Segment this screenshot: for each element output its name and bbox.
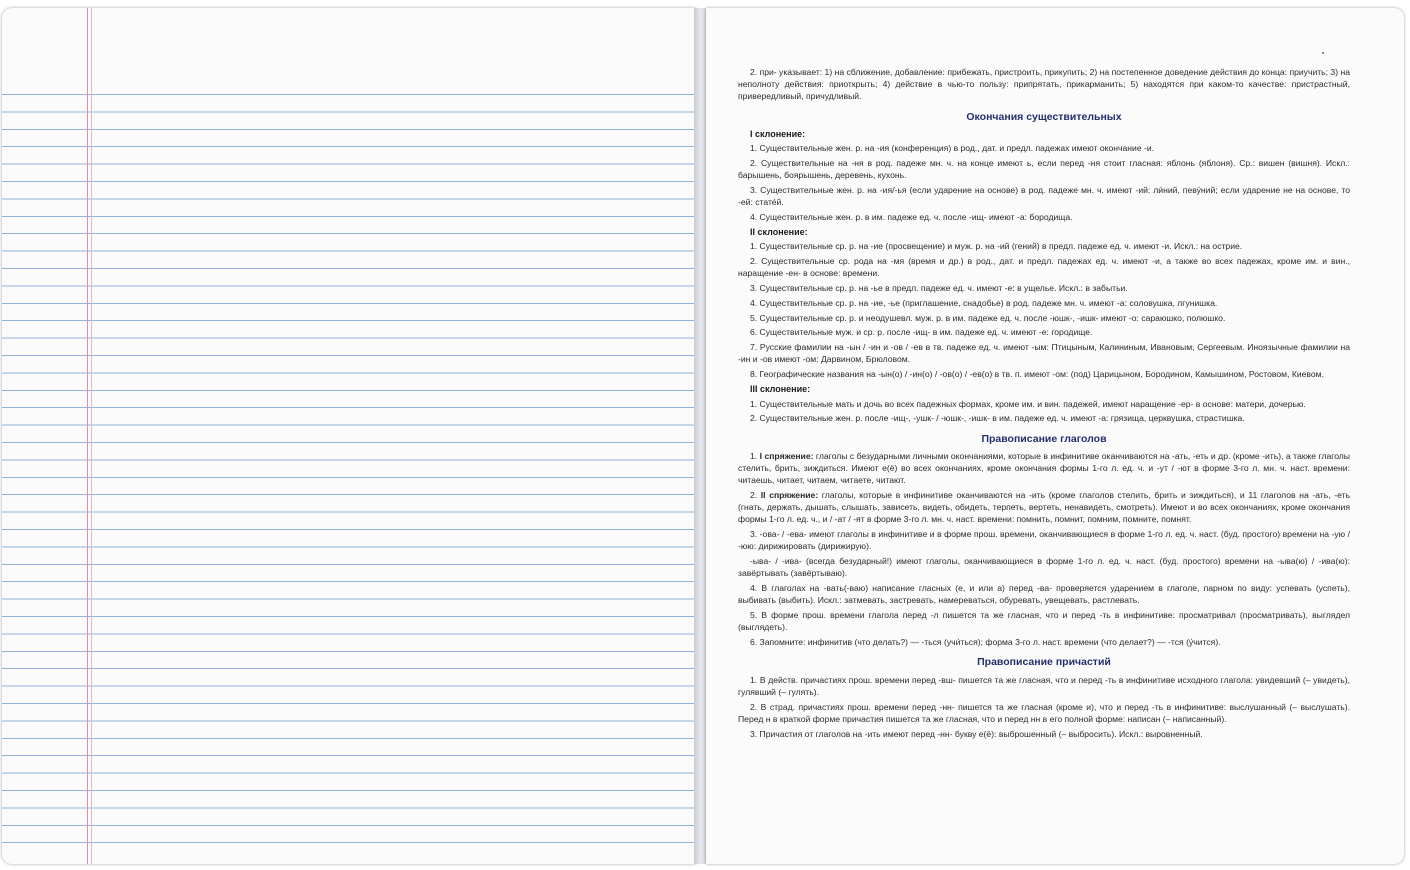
rule-item: 2. Существительные ср. рода на -мя (время и др.) в род., дат. и предл. падежах ед. ч. имеют -и, а также во всех падежах, кроме им. и вин., наращение -ен- в основе: времени. bbox=[738, 256, 1350, 279]
page-dot bbox=[1322, 52, 1324, 54]
conjugation-2-text: глаголы, которые в инфинитиве оканчиваются на -ить (кроме глаголов стелить, брить и зиждиться), и 11 глаголов на -ать, -еть (гнать, держать, дышать, слышать, зависеть, видеть, обидеть, терпеть, вертеть, ненавидеть, смотреть). Имеют и во всех окончаниях, кроме окончания формы 1-го л. ед. ч., и / -ат / -ят в форме 3-го л. мн. ч. наст. времени: помнить, помнит, помним, помните, помнят. bbox=[738, 490, 1350, 525]
notebook-right-page bbox=[706, 8, 1404, 864]
conjugation-1-text: глаголы с безударными личными окончаниями, которые в инфинитиве оканчиваются на -ать, -еть и др. (кроме -ить), а также глаголы стелить, брить, зиждиться. Имеют е(ё) во всех окончаниях, кроме окончания формы 1-го л. ед. ч. и -ут / -ют в форме 3-го л. мн. ч. наст. времени: читаешь, читает, читаем, читаете, читают. bbox=[738, 450, 1350, 486]
rule-item: 2. В страд. причастиях прош. времени перед -нн- пишется та же гласная (кроме и), что и перед -ть в инфинитиве: выслушанный (– выслушать). Перед н в краткой форме причастия пишется та же гласная, что и перед нн в его полной форме: написан (– написанный). bbox=[738, 701, 1350, 724]
declension-1-title: I склонение: bbox=[750, 128, 806, 139]
conjugation-2-label: II спряжение: bbox=[760, 490, 819, 501]
ruled-lines bbox=[2, 78, 696, 858]
rule-item: 7. Русские фамилии на -ын / -ин и -ов / -ев в тв. падеже ед. ч. имеют -ым: Птицыным, Калининым, Ивановым, Сергеевым. Иноязычные фамилии на -ин и -ов имеют -ом: Дарвином, Брюловом. bbox=[738, 342, 1350, 365]
grammar-reference bbox=[738, 66, 1350, 742]
rule-item: 2. Существительные на -ня в род. падеже мн. ч. на конце имеют ь, если перед -ня стоит гласная: яблонь (яблоня). Ср.: вишен (вишня). Искл.: барышень, боярышень, деревень, кухонь. bbox=[738, 157, 1350, 181]
conjugation-2: 2. II спряжение: глаголы, которые в инфинитиве оканчиваются на -ить (кроме глаголов стелить, брить и зиждиться), и 11 глаголов на -ать, -еть (гнать, держать, дышать, слышать, зависеть, видеть, обидеть, терпеть, вертеть, ненавидеть, смотреть). Имеют и во всех окончаниях, кроме окончания формы 1-го л. ед. ч., и / -ат / -ят в форме 3-го л. мн. ч. наст. времени: помнить, помнит, помним, помните, помнят. bbox=[738, 490, 1350, 525]
rule-item: 3. Причастия от глаголов на -ить имеют перед -нн- букву е(ё): выброшенный (– выбросить). Искл.: выровненный. bbox=[750, 728, 1203, 739]
rule-item: 4. Существительные жен. р. в им. падеже ед. ч. после -ищ- имеют -а: бородища. bbox=[750, 211, 1073, 222]
prefix-rule: 2. при- указывает: 1) на сближение, добавление: прибежать, пристроить, прикупить; 2) на постепенное доведение действия до конца: приучить; 3) на неполноту действия: приоткрыть; 4) действие в чью-то пользу: припрятать, прикарманить; 5) находятся при каком-то качестве: пристрастный, привередливый, причудливый. bbox=[738, 67, 1350, 102]
rule-item: 1. Существительные ср. р. на -ие (просвещение) и муж. р. на -ий (гений) в предл. падеже ед. ч. имеют -и. Искл.: на острие. bbox=[750, 241, 1243, 252]
margin-line bbox=[87, 8, 88, 864]
rule-item: 3. -ова- / -ева- имеют глаголы в инфинитиве и в форме прош. времени, оканчивающиеся в форме 1-го л. ед. ч. наст. (буд. простого) времени на -ую / -юю: дирижировать (дирижирую). bbox=[738, 529, 1350, 552]
rule-item: 1. Существительные жен. р. на -ия (конференция) в род., дат. и предл. падежах имеют окончание -и. bbox=[750, 143, 1155, 154]
participles-heading: Правописание причастий bbox=[977, 656, 1111, 669]
rule-item: -ыва- / -ива- (всегда безударный!) имеют глаголы, оканчивающиеся в форме 1-го л. ед. ч. наст. (буд. простого) времени на -ыва(ю) / -ива(ю): завёртывать (завёртываю). bbox=[738, 556, 1350, 579]
rule-item: 4. В глаголах на -вать(-ваю) написание гласных (е, и или а) перед -ва- проверяется ударением в глаголе, парном по виду: успевать (успеть), выбивать (выбить). Искл.: затмевать, застревать, намереваться, обуревать, увещевать, растлевать. bbox=[738, 583, 1350, 606]
declension-2-title: II склонение: bbox=[750, 227, 808, 238]
rule-item: 1. В действ. причастиях прош. времени перед -вш- пишется та же гласная, что и перед -ть в инфинитиве исходного глагола: увидевший (– увидеть), гулявший (– гулять). bbox=[738, 674, 1350, 697]
conjugation-1: 1. I спряжение: глаголы с безударными личными окончаниями, которые в инфинитиве оканчиваются на -ать, -еть и др. (кроме -ить), а также глаголы стелить, брить, зиждиться. Имеют е(ё) во всех окончаниях, кроме окончания формы 1-го л. ед. ч. и -ут / -ют в форме 3-го л. мн. ч. наст. времени: читаешь, читает, читаем, читаете, читают. bbox=[738, 450, 1350, 486]
rule-item: 6. Запомните: инфинитив (что делать?) — -ться (учи́ться); форма 3-го л. наст. времени (что делает?) — -тся (у́чится). bbox=[750, 637, 1221, 648]
conjugation-1-label: I спряжение: bbox=[759, 450, 814, 461]
rule-item: 5. Существительные ср. р. и неодушевл. муж. р. в им. падеже ед. ч. после -юшк-, -ишк- имеют -о: сараюшко, полюшко. bbox=[750, 312, 1226, 323]
notebook-left-page bbox=[2, 8, 696, 864]
declension-3-title: III склонение: bbox=[750, 384, 811, 395]
rule-item: 3. Существительные ср. р. на -ье в предл. падеже ед. ч. имеют -е: в ущелье. Искл.: в забытьи. bbox=[750, 283, 1128, 294]
rule-item: 6. Существительные муж. и ср. р. после -ищ- в им. падеже ед. ч. имеют -е: городище. bbox=[750, 327, 1093, 338]
rule-item: 2. Существительные жен. р. после -ищ-, -ушк- / -юшк-, -ишк- в им. падеже ед. ч. имеют -а: грязища, церквушка, страстишка. bbox=[750, 413, 1245, 424]
nouns-heading: Окончания существительных bbox=[966, 110, 1122, 123]
rule-item: 1. Существительные мать и дочь во всех падежных формах, кроме им. и вин. падежей, имеют наращение -ер- в основе: матери, дочерью. bbox=[750, 398, 1306, 409]
margin-line-secondary bbox=[91, 8, 92, 864]
rule-item: 4. Существительные ср. р. на -ие, -ье (приглашение, снадобье) в род. падеже мн. ч. имеют -а: соловушка, лгунишка. bbox=[750, 297, 1218, 308]
rule-item: 5. В форме прош. времени глагола перед -л пишется та же гласная, что и перед -ть в инфинитиве: просматривал (просматривать), выглядел (выглядеть). bbox=[738, 610, 1350, 633]
verbs-heading: Правописание глаголов bbox=[981, 432, 1107, 445]
rule-item: 8. Географические названия на -ын(о) / -ин(о) / -ов(о) / -ев(о) в тв. п. имеют -ом: (под) Царицыном, Бородином, Камышином, Ростовом, Киевом. bbox=[750, 369, 1324, 380]
rule-item: 3. Существительные жен. р. на -ия/-ья (если ударение на основе) в род. падеже мн. ч. имеют -ий: ли́ний, певу́ний; если ударение не на основе, то -ей: стате́й. bbox=[738, 184, 1350, 208]
